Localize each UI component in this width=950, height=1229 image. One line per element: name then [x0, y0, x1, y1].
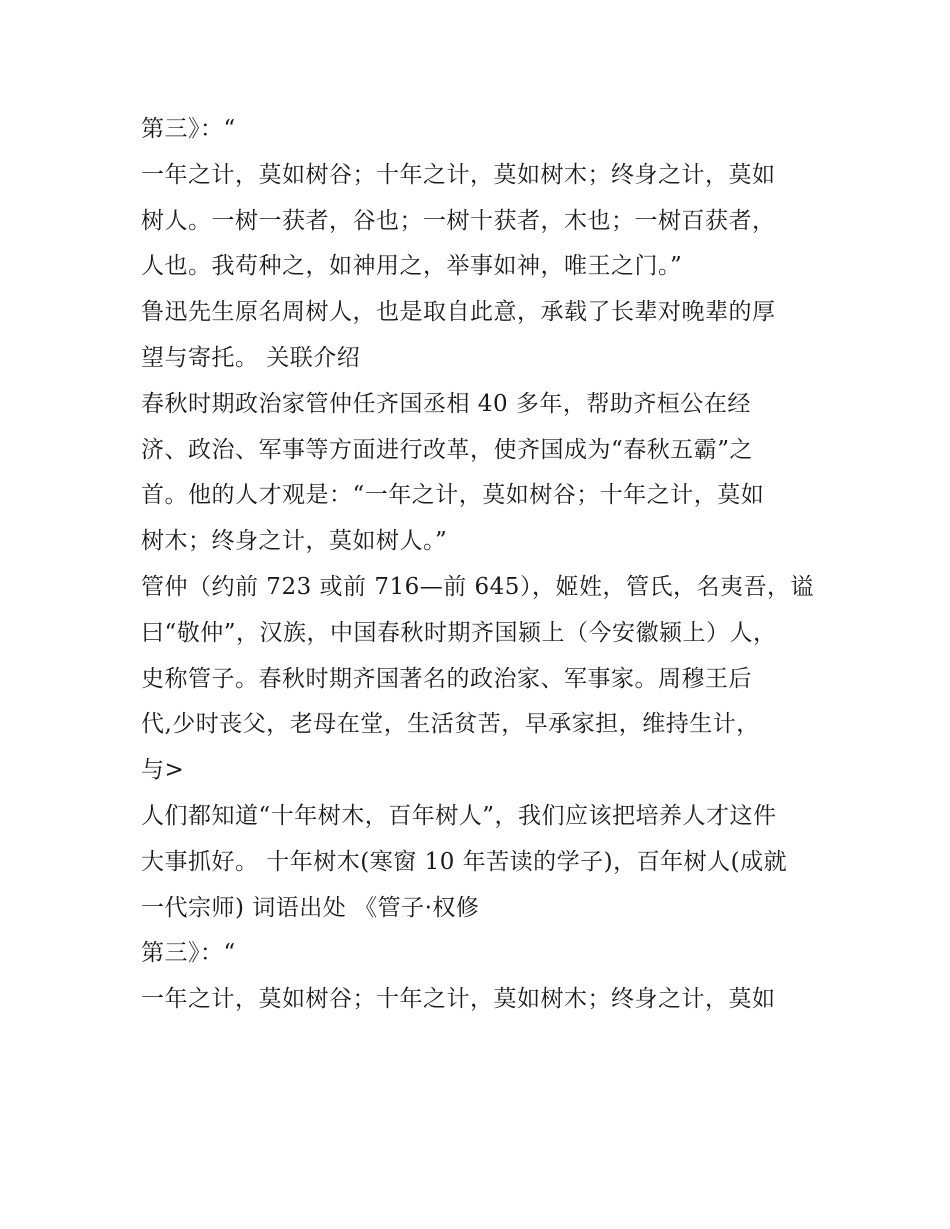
text-line: 大事抓好。 十年树木(寒窗 10 年苦读的学子)，百年树人(成就 [141, 848, 788, 875]
text-line: 首。他的人才观是：“一年之计，莫如树谷；十年之计，莫如 [141, 482, 765, 509]
text-line: 人也。我苟种之，如神用之，举事如神，唯王之门。” [141, 253, 683, 280]
text-line: 树木；终身之计，莫如树人。” [141, 528, 448, 555]
text-line: 管仲（约前 723 或前 716—前 645），姬姓，管氏，名夷吾，谥 [141, 573, 814, 600]
text-line: 一年之计，莫如树谷；十年之计，莫如树木；终身之计，莫如 [141, 986, 776, 1013]
text-line: 第三》：“ [141, 940, 236, 967]
text-line: 鲁迅先生原名周树人，也是取自此意，承载了长辈对晚辈的厚 [141, 299, 776, 326]
document-body [141, 107, 821, 1023]
text-line: 人们都知道“十年树木，百年树人”，我们应该把培养人才这件 [141, 802, 777, 829]
text-line: 史称管子。春秋时期齐国著名的政治家、军事家。周穆王后 [141, 665, 752, 692]
text-line: 济、政治、军事等方面进行改革，使齐国成为“春秋五霸”之 [141, 436, 754, 463]
text-line: 代,少时丧父，老母在堂，生活贫苦，早承家担，维持生计， [141, 711, 760, 738]
text-line: 一年之计，莫如树谷；十年之计，莫如树木；终身之计，莫如 [141, 161, 776, 188]
text-line: 一代宗师) 词语出处 《管子·权修 [141, 894, 480, 921]
text-line: 与> [141, 757, 185, 784]
text-line: 望与寄托。 关联介绍 [141, 344, 361, 371]
text-line: 第三》：“ [141, 116, 236, 142]
text-line: 春秋时期政治家管仲任齐国丞相 40 多年，帮助齐桓公在经 [141, 390, 751, 417]
text-line: 曰“敬仲”，汉族，中国春秋时期齐国颍上（今安徽颍上）人， [141, 619, 777, 646]
text-line: 树人。一树一获者，谷也；一树十获者，木也；一树百获者， [141, 207, 776, 234]
